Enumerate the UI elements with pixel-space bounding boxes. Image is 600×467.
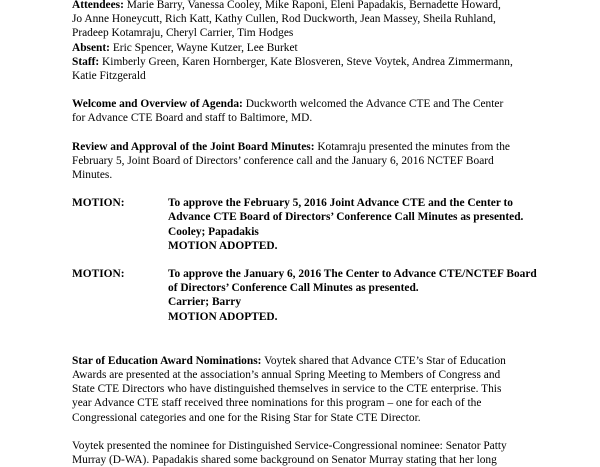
welcome-line: [72, 97, 592, 111]
star-award-paragraph: [72, 354, 592, 425]
attendees-names: Marie Barry, Vanessa Cooley, Mike Raponi, Eleni Papadakis, Bernadette Howard,: [123, 0, 501, 11]
motion-result: MOTION ADOPTED.: [168, 239, 278, 252]
minutes-document: [72, 0, 592, 467]
review-line: [72, 140, 592, 154]
attendees-line: Pradeep Kotamraju, Cheryl Carrier, Tim Hodges: [72, 27, 294, 40]
review-line: Minutes.: [72, 169, 113, 182]
motion-block: [72, 267, 592, 324]
nominee-paragraph: [72, 439, 592, 467]
attendees-line: Jo Anne Honeycutt, Rich Katt, Kathy Cullen, Rod Duckworth, Jean Massey, Sheila Ruhland,: [72, 13, 496, 26]
review-label: Review and Approval of the Joint Board Minutes:: [72, 140, 315, 153]
star-award-line: State CTE Directors who have distinguished themselves in service to the CTE enterprise. This: [72, 383, 502, 396]
nominee-line: Voytek presented the nominee for Distinguished Service-Congressional nominee: Senator Patty: [72, 439, 507, 452]
staff-line: [72, 55, 592, 69]
absent-names: Eric Spencer, Wayne Kutzer, Lee Burket: [109, 41, 298, 54]
star-award-text: Voytek shared that Advance CTE’s Star of Education: [261, 354, 506, 367]
motion-label: MOTION:: [72, 197, 125, 210]
motion-movers: Carrier; Barry: [168, 296, 242, 309]
motion-label: MOTION:: [72, 268, 125, 281]
welcome-line: for Advance CTE Board and staff to Baltimore, MD.: [72, 112, 313, 125]
welcome-paragraph: [72, 97, 592, 125]
star-award-label: Star of Education Award Nominations:: [72, 354, 262, 367]
motion-body: [168, 196, 592, 253]
welcome-text: Duckworth welcomed the Advance CTE and The Center: [242, 98, 504, 111]
absent-line: [72, 41, 592, 55]
motion-block: [72, 196, 592, 253]
motion-movers: Cooley; Papadakis: [168, 225, 259, 238]
star-award-line: Awards are presented at the association’s annual Spring Meeting to Members of Congress and: [72, 369, 501, 382]
star-award-line: year Advance CTE staff received three nominations for this program – one for each of the: [72, 397, 482, 410]
motion-text: To approve the February 5, 2016 Joint Advance CTE and the Center to: [168, 197, 513, 210]
staff-label: Staff:: [72, 55, 100, 68]
welcome-label: Welcome and Overview of Agenda:: [72, 98, 243, 111]
review-paragraph: [72, 140, 592, 183]
motion-text: To approve the January 6, 2016 The Center to Advance CTE/NCTEF Board: [168, 268, 537, 281]
motion-text: of Directors’ Conference Call Minutes as presented.: [168, 282, 419, 295]
nominee-line: Murray (D-WA). Papadakis shared some background on Senator Murray stating that her long: [72, 454, 497, 467]
star-award-line: [72, 354, 592, 368]
review-text: Kotamraju presented the minutes from the: [314, 140, 510, 153]
staff-names: Kimberly Green, Karen Hornberger, Kate Blosveren, Steve Voytek, Andrea Zimmermann,: [99, 55, 513, 68]
motion-body: [168, 267, 592, 324]
attendees-label: Attendees:: [72, 0, 124, 11]
absent-label: Absent:: [72, 41, 110, 54]
staff-line: Katie Fitzgerald: [72, 70, 146, 83]
star-award-line: Congressional categories and one for the Rising Star for State CTE Director.: [72, 411, 421, 424]
motion-text: Advance CTE Board of Directors’ Conference Call Minutes as presented.: [168, 211, 524, 224]
attendees-paragraph: [72, 0, 592, 83]
attendees-line: [72, 0, 592, 12]
motion-result: MOTION ADOPTED.: [168, 310, 278, 323]
review-line: February 5, Joint Board of Directors’ conference call and the January 6, 2016 NCTEF Board: [72, 154, 494, 167]
